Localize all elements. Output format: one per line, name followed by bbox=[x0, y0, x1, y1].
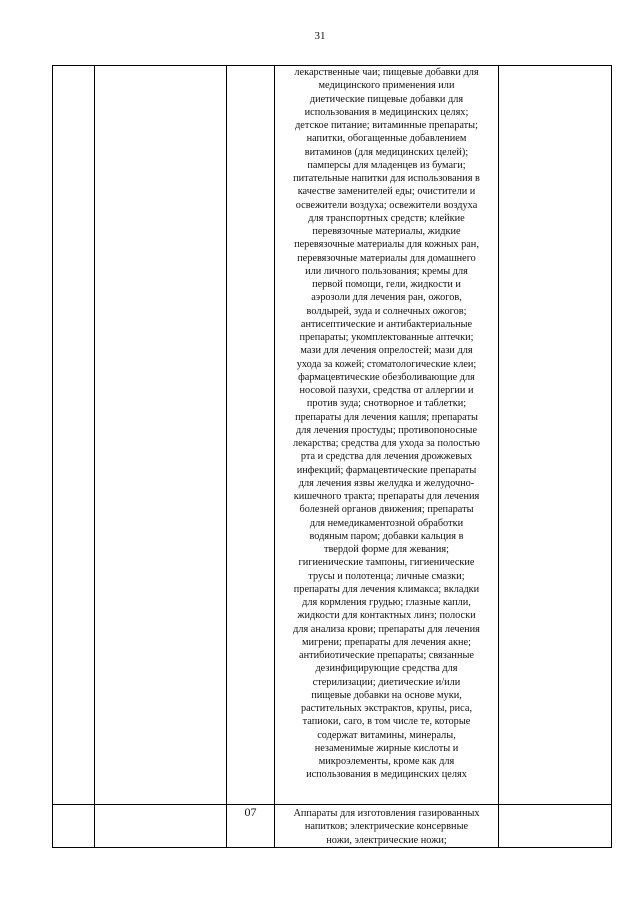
description-line: тапиоки, саго, в том числе те, которые bbox=[302, 716, 471, 728]
empty-cell bbox=[499, 66, 612, 805]
description-line: или личного пользования; кремы для bbox=[305, 265, 468, 277]
description-line: перевязочные материалы для домашнего bbox=[297, 252, 476, 264]
description-line: для анализа крови; препараты для лечения bbox=[293, 623, 480, 635]
description-line: рта и средства для лечения дрожжевых bbox=[300, 451, 473, 463]
description-line: для лечения язвы желудка и желудочно- bbox=[298, 477, 475, 489]
goods-table bbox=[52, 65, 612, 848]
description-line: медицинского применения или bbox=[318, 80, 455, 92]
description-line: перевязочные материалы, жидкие bbox=[312, 226, 461, 237]
description-line: дезинфицирующие средства для bbox=[315, 663, 458, 675]
description-line: микроэлементы, кроме как для bbox=[318, 756, 455, 767]
class-number-cell: 07 bbox=[227, 805, 275, 848]
goods-description-cell bbox=[275, 805, 499, 848]
description-line: препараты для лечения климакса; вкладки bbox=[293, 583, 480, 595]
description-line: жидкости для контактных линз; полоски bbox=[297, 610, 476, 622]
description-line: антибиотические препараты; связанные bbox=[299, 650, 474, 661]
description-line: использования в медицинских целях; bbox=[304, 106, 469, 118]
description-line: фармацевтические обезболивающие для bbox=[298, 371, 475, 383]
description-line: детское питание; витаминные препараты; bbox=[295, 120, 478, 131]
description-line: гигиенические тампоны, гигиенические bbox=[298, 557, 475, 569]
table-row bbox=[53, 805, 612, 848]
description-line: препараты; укомплектованные аптечки; bbox=[299, 332, 474, 343]
description-line: препараты для лечения кашля; препараты bbox=[295, 411, 478, 423]
description-line: против зуда; снотворное и таблетки; bbox=[306, 398, 467, 410]
description-line: аэрозоли для лечения ран, ожогов, bbox=[311, 292, 462, 304]
description-line: твердой форме для жевания; bbox=[324, 544, 449, 555]
description-line: для лечения простуды; противопоносные bbox=[295, 424, 478, 436]
description-line: волдырей, зуда и солнечных ожогов; bbox=[306, 305, 467, 317]
description-line: носовой пазухи, средства от аллергии и bbox=[299, 385, 474, 396]
description-line: антисептические и антибактериальные bbox=[300, 318, 473, 330]
description-line: для немедикаментозной обработки bbox=[309, 517, 464, 529]
description-line: незаменимые жирные кислоты и bbox=[314, 742, 459, 754]
description-line: лекарства; средства для ухода за полостью bbox=[293, 438, 480, 449]
description-line: инфекций; фармацевтические препараты bbox=[296, 464, 477, 476]
empty-cell bbox=[499, 805, 612, 848]
description-line: Аппараты для изготовления газированных bbox=[293, 808, 480, 819]
description-line: лекарственные чаи; пищевые добавки для bbox=[294, 67, 479, 78]
description-line: стерилизации; диетические и/или bbox=[312, 676, 461, 688]
description-line: болезней органов движения; препараты bbox=[299, 504, 474, 516]
table-row bbox=[53, 66, 612, 805]
description-line: кишечного тракта; препараты для лечения bbox=[293, 491, 480, 502]
empty-cell bbox=[53, 66, 95, 805]
page-number: 31 bbox=[314, 30, 326, 42]
empty-cell bbox=[53, 805, 95, 848]
description-line: трусы и полотенца; личные смазки; bbox=[308, 570, 465, 582]
description-line: использования в медицинских целях bbox=[306, 769, 467, 781]
description-line: пищевые добавки на основе муки, bbox=[311, 689, 462, 701]
description-line: первой помощи, гели, жидкости и bbox=[312, 279, 461, 290]
description-line: ухода за кожей; стоматологические клеи; bbox=[296, 358, 477, 370]
description-line: диетические пищевые добавки для bbox=[309, 93, 464, 105]
description-line: ножи, электрические ножи; bbox=[326, 834, 447, 846]
description-line: для транспортных средств; клейкие bbox=[308, 212, 465, 224]
description-line: освежители воздуха; освежители воздуха bbox=[295, 199, 478, 211]
description-line: памперсы для младенцев из бумаги; bbox=[307, 159, 466, 171]
empty-cell bbox=[95, 66, 227, 805]
description-line: мази для лечения опрелостей; мази для bbox=[300, 345, 473, 357]
description-line: перевязочные материалы для кожных ран, bbox=[294, 239, 479, 251]
description-line: напитков; электрические консервные bbox=[304, 821, 469, 833]
description-line: содержат витамины, минералы, bbox=[317, 729, 456, 741]
description-line: качестве заменителей еды; очистители и bbox=[297, 186, 476, 198]
goods-description-cell bbox=[275, 66, 499, 805]
description-line: растительных экстрактов, крупы, риса, bbox=[300, 703, 473, 714]
description-line: питательные напитки для использования в bbox=[293, 173, 480, 184]
empty-cell bbox=[95, 805, 227, 848]
description-line: мигрени; препараты для лечения акне; bbox=[302, 636, 471, 648]
description-line: для кормления грудью; глазные капли, bbox=[302, 597, 471, 608]
class-number-cell bbox=[227, 66, 275, 805]
description-line: водяным паром; добавки кальция в bbox=[309, 530, 464, 542]
description-line: витаминов (для медицинских целей); bbox=[304, 146, 469, 158]
description-line: напитки, обогащенные добавлением bbox=[306, 133, 467, 145]
